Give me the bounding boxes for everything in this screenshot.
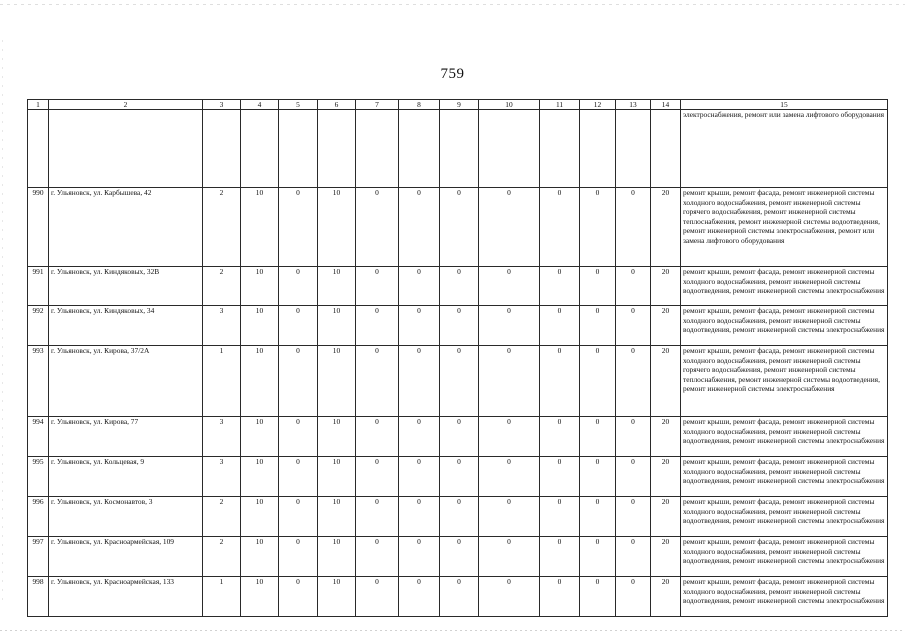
continuation-empty-cell: [279, 110, 318, 188]
value-cell-col-9: 0: [440, 267, 479, 306]
value-cell-col-5: 0: [279, 417, 318, 457]
value-cell-col-9: 0: [440, 346, 479, 417]
value-cell-col-13: 0: [616, 497, 651, 537]
value-cell-col-8: 0: [399, 306, 440, 346]
work-types-cell: ремонт крыши, ремонт фасада, ремонт инженерной системы холодного водоснабжения, ремонт инженерной системы горячего водоснабжения, ремонт инженерной системы теплоснабжения, ремонт инженерной системы водоотведения, ремонт инженерной системы электроснабжения, ремонт или замена лифтового оборудования: [681, 188, 888, 267]
value-cell-col-3: 2: [203, 188, 241, 267]
work-types-cell: ремонт крыши, ремонт фасада, ремонт инженерной системы холодного водоснабжения, ремонт инженерной системы водоотведения, ремонт инженерной системы электроснабжения: [681, 497, 888, 537]
repair-schedule-table: [27, 99, 888, 617]
value-cell-col-3: 1: [203, 577, 241, 617]
value-cell-col-9: 0: [440, 537, 479, 577]
value-cell-col-12: 0: [580, 577, 616, 617]
column-number-row: [28, 100, 888, 110]
value-cell-col-7: 0: [356, 306, 399, 346]
value-cell-col-12: 0: [580, 417, 616, 457]
value-cell-col-14: 20: [651, 267, 681, 306]
work-types-cell: ремонт крыши, ремонт фасада, ремонт инженерной системы холодного водоснабжения, ремонт инженерной системы водоотведения, ремонт инженерной системы электроснабжения: [681, 537, 888, 577]
page-number: 759: [440, 66, 465, 82]
value-cell-col-10: 0: [479, 417, 540, 457]
value-cell-col-4: 10: [241, 188, 279, 267]
value-cell-col-7: 0: [356, 497, 399, 537]
row-number: 990: [28, 188, 49, 267]
value-cell-col-7: 0: [356, 457, 399, 497]
value-cell-col-13: 0: [616, 188, 651, 267]
work-types-cell: ремонт крыши, ремонт фасада, ремонт инженерной системы холодного водоснабжения, ремонт инженерной системы водоотведения, ремонт инженерной системы электроснабжения: [681, 267, 888, 306]
value-cell-col-6: 10: [318, 537, 356, 577]
work-types-cell: ремонт крыши, ремонт фасада, ремонт инженерной системы холодного водоснабжения, ремонт инженерной системы водоотведения, ремонт инженерной системы электроснабжения: [681, 306, 888, 346]
value-cell-col-4: 10: [241, 267, 279, 306]
column-number-11: 11: [540, 100, 580, 110]
work-types-cell: ремонт крыши, ремонт фасада, ремонт инженерной системы холодного водоснабжения, ремонт инженерной системы водоотведения, ремонт инженерной системы электроснабжения: [681, 457, 888, 497]
column-number-8: 8: [399, 100, 440, 110]
value-cell-col-3: 3: [203, 417, 241, 457]
value-cell-col-9: 0: [440, 188, 479, 267]
column-number-12: 12: [580, 100, 616, 110]
row-number: 992: [28, 306, 49, 346]
value-cell-col-8: 0: [399, 457, 440, 497]
column-number-2: 2: [49, 100, 203, 110]
table-row: [28, 497, 888, 537]
value-cell-col-11: 0: [540, 306, 580, 346]
column-number-10: 10: [479, 100, 540, 110]
continuation-empty-cell: [479, 110, 540, 188]
column-number-15: 15: [681, 100, 888, 110]
value-cell-col-6: 10: [318, 267, 356, 306]
continuation-empty-cell: [540, 110, 580, 188]
value-cell-col-7: 0: [356, 267, 399, 306]
column-number-4: 4: [241, 100, 279, 110]
value-cell-col-13: 0: [616, 417, 651, 457]
address-cell: г. Ульяновск, ул. Кирова, 77: [49, 417, 203, 457]
value-cell-col-10: 0: [479, 497, 540, 537]
value-cell-col-9: 0: [440, 577, 479, 617]
table-row: [28, 306, 888, 346]
value-cell-col-12: 0: [580, 267, 616, 306]
address-cell: г. Ульяновск, ул. Красноармейская, 109: [49, 537, 203, 577]
table-row: [28, 188, 888, 267]
value-cell-col-9: 0: [440, 306, 479, 346]
value-cell-col-14: 20: [651, 417, 681, 457]
value-cell-col-5: 0: [279, 188, 318, 267]
value-cell-col-7: 0: [356, 577, 399, 617]
value-cell-col-8: 0: [399, 537, 440, 577]
column-number-7: 7: [356, 100, 399, 110]
continuation-empty-cell: [651, 110, 681, 188]
value-cell-col-10: 0: [479, 188, 540, 267]
value-cell-col-6: 10: [318, 346, 356, 417]
value-cell-col-11: 0: [540, 537, 580, 577]
value-cell-col-7: 0: [356, 417, 399, 457]
value-cell-col-13: 0: [616, 457, 651, 497]
value-cell-col-3: 1: [203, 346, 241, 417]
value-cell-col-5: 0: [279, 537, 318, 577]
value-cell-col-6: 10: [318, 306, 356, 346]
value-cell-col-12: 0: [580, 346, 616, 417]
scan-artifact-left: [2, 40, 3, 600]
work-types-cell: ремонт крыши, ремонт фасада, ремонт инженерной системы холодного водоснабжения, ремонт инженерной системы горячего водоснабжения, ремонт инженерной системы теплоснабжения, ремонт инженерной системы водоотведения, ремонт инженерной системы электроснабжения: [681, 346, 888, 417]
address-cell: г. Ульяновск, ул. Карбышева, 42: [49, 188, 203, 267]
continuation-empty-cell: [399, 110, 440, 188]
value-cell-col-8: 0: [399, 346, 440, 417]
address-cell: г. Ульяновск, ул. Киндяковых, 34: [49, 306, 203, 346]
value-cell-col-10: 0: [479, 537, 540, 577]
continuation-work-cell: электроснабжения, ремонт или замена лифтового оборудования: [681, 110, 888, 188]
address-cell: г. Ульяновск, ул. Красноармейская, 133: [49, 577, 203, 617]
work-types-cell: ремонт крыши, ремонт фасада, ремонт инженерной системы холодного водоснабжения, ремонт инженерной системы водоотведения, ремонт инженерной системы электроснабжения: [681, 577, 888, 617]
value-cell-col-3: 3: [203, 306, 241, 346]
continuation-empty-cell: [616, 110, 651, 188]
value-cell-col-4: 10: [241, 346, 279, 417]
value-cell-col-11: 0: [540, 577, 580, 617]
value-cell-col-13: 0: [616, 267, 651, 306]
value-cell-col-12: 0: [580, 457, 616, 497]
value-cell-col-5: 0: [279, 577, 318, 617]
continuation-empty-cell: [318, 110, 356, 188]
value-cell-col-11: 0: [540, 188, 580, 267]
row-number: 997: [28, 537, 49, 577]
value-cell-col-6: 10: [318, 577, 356, 617]
value-cell-col-11: 0: [540, 417, 580, 457]
value-cell-col-14: 20: [651, 577, 681, 617]
value-cell-col-5: 0: [279, 497, 318, 537]
row-number: 996: [28, 497, 49, 537]
value-cell-col-4: 10: [241, 306, 279, 346]
row-number: 995: [28, 457, 49, 497]
continuation-empty-cell: [356, 110, 399, 188]
value-cell-col-4: 10: [241, 417, 279, 457]
value-cell-col-3: 2: [203, 537, 241, 577]
value-cell-col-14: 20: [651, 188, 681, 267]
value-cell-col-11: 0: [540, 457, 580, 497]
continuation-empty-cell: [440, 110, 479, 188]
value-cell-col-13: 0: [616, 577, 651, 617]
address-cell: г. Ульяновск, ул. Космонавтов, 3: [49, 497, 203, 537]
value-cell-col-12: 0: [580, 497, 616, 537]
value-cell-col-7: 0: [356, 537, 399, 577]
table-row: [28, 577, 888, 617]
column-number-14: 14: [651, 100, 681, 110]
value-cell-col-4: 10: [241, 577, 279, 617]
value-cell-col-5: 0: [279, 346, 318, 417]
value-cell-col-13: 0: [616, 537, 651, 577]
value-cell-col-5: 0: [279, 306, 318, 346]
value-cell-col-5: 0: [279, 457, 318, 497]
value-cell-col-14: 20: [651, 346, 681, 417]
value-cell-col-5: 0: [279, 267, 318, 306]
row-number: 998: [28, 577, 49, 617]
value-cell-col-4: 10: [241, 497, 279, 537]
value-cell-col-9: 0: [440, 457, 479, 497]
value-cell-col-14: 20: [651, 497, 681, 537]
value-cell-col-6: 10: [318, 497, 356, 537]
address-cell: г. Ульяновск, ул. Кирова, 37/2А: [49, 346, 203, 417]
value-cell-col-8: 0: [399, 267, 440, 306]
value-cell-col-10: 0: [479, 457, 540, 497]
value-cell-col-6: 10: [318, 188, 356, 267]
table-row: [28, 457, 888, 497]
continuation-row: [28, 110, 888, 188]
value-cell-col-8: 0: [399, 577, 440, 617]
value-cell-col-6: 10: [318, 417, 356, 457]
value-cell-col-12: 0: [580, 188, 616, 267]
work-types-cell: ремонт крыши, ремонт фасада, ремонт инженерной системы холодного водоснабжения, ремонт инженерной системы водоотведения, ремонт инженерной системы электроснабжения: [681, 417, 888, 457]
table-body: [28, 100, 888, 617]
value-cell-col-7: 0: [356, 346, 399, 417]
value-cell-col-14: 20: [651, 457, 681, 497]
value-cell-col-10: 0: [479, 346, 540, 417]
address-cell: г. Ульяновск, ул. Кольцевая, 9: [49, 457, 203, 497]
value-cell-col-8: 0: [399, 497, 440, 537]
value-cell-col-6: 10: [318, 457, 356, 497]
value-cell-col-12: 0: [580, 306, 616, 346]
value-cell-col-3: 2: [203, 497, 241, 537]
value-cell-col-8: 0: [399, 188, 440, 267]
row-number: 991: [28, 267, 49, 306]
column-number-13: 13: [616, 100, 651, 110]
value-cell-col-9: 0: [440, 497, 479, 537]
value-cell-col-11: 0: [540, 346, 580, 417]
value-cell-col-13: 0: [616, 306, 651, 346]
value-cell-col-10: 0: [479, 267, 540, 306]
table-row: [28, 537, 888, 577]
column-number-1: 1: [28, 100, 49, 110]
table-row: [28, 346, 888, 417]
value-cell-col-14: 20: [651, 306, 681, 346]
column-number-6: 6: [318, 100, 356, 110]
column-number-5: 5: [279, 100, 318, 110]
value-cell-col-3: 2: [203, 267, 241, 306]
scan-artifact-bottom: [0, 630, 905, 631]
continuation-empty-cell: [49, 110, 203, 188]
value-cell-col-7: 0: [356, 188, 399, 267]
column-number-3: 3: [203, 100, 241, 110]
scan-artifact-top: [0, 4, 905, 5]
row-number: 994: [28, 417, 49, 457]
value-cell-col-4: 10: [241, 537, 279, 577]
address-cell: г. Ульяновск, ул. Киндяковых, 32В: [49, 267, 203, 306]
continuation-empty-cell: [241, 110, 279, 188]
value-cell-col-9: 0: [440, 417, 479, 457]
value-cell-col-8: 0: [399, 417, 440, 457]
value-cell-col-3: 3: [203, 457, 241, 497]
value-cell-col-12: 0: [580, 537, 616, 577]
value-cell-col-14: 20: [651, 537, 681, 577]
table-row: [28, 267, 888, 306]
value-cell-col-11: 0: [540, 497, 580, 537]
column-number-9: 9: [440, 100, 479, 110]
continuation-empty-cell: [28, 110, 49, 188]
continuation-empty-cell: [580, 110, 616, 188]
value-cell-col-10: 0: [479, 577, 540, 617]
value-cell-col-10: 0: [479, 306, 540, 346]
value-cell-col-13: 0: [616, 346, 651, 417]
continuation-empty-cell: [203, 110, 241, 188]
table-row: [28, 417, 888, 457]
value-cell-col-4: 10: [241, 457, 279, 497]
value-cell-col-11: 0: [540, 267, 580, 306]
row-number: 993: [28, 346, 49, 417]
